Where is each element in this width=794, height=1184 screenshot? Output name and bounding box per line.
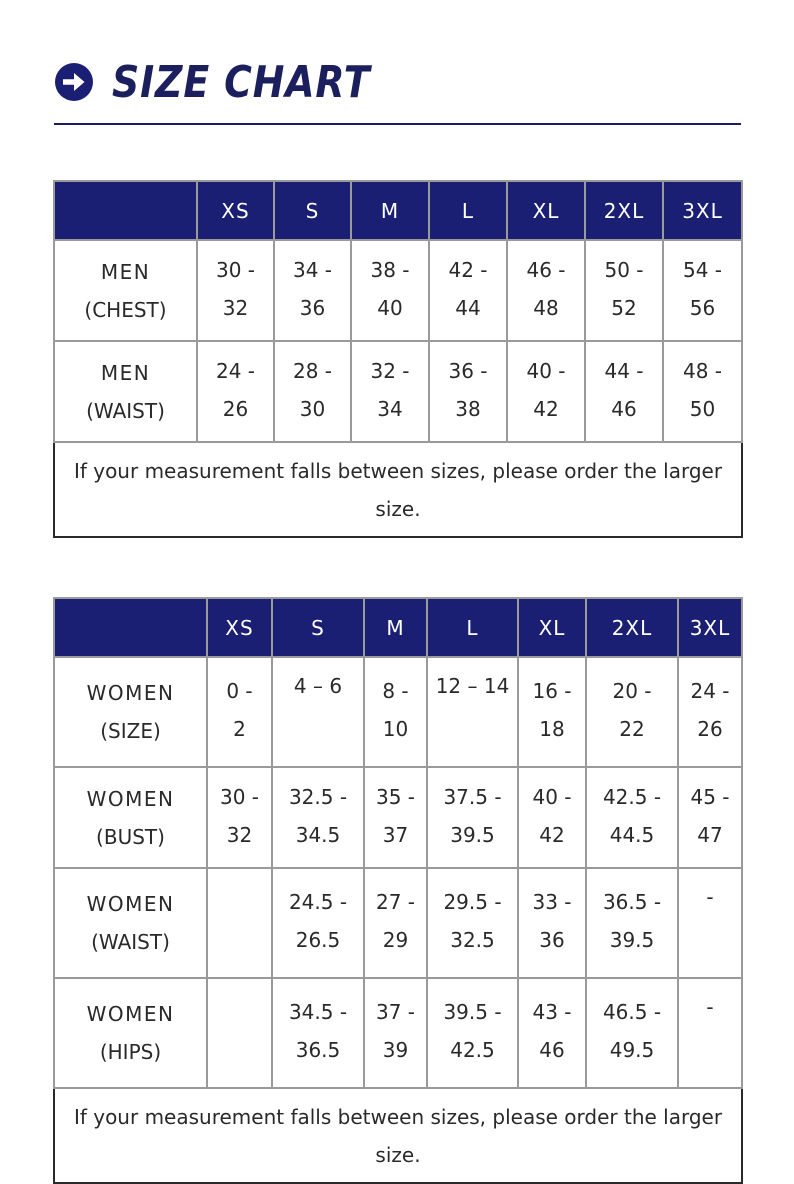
table-cell: [678, 767, 742, 868]
cell-line: 26: [697, 717, 723, 741]
men-header-size: S: [274, 181, 351, 240]
row-label-measure: (WAIST): [86, 398, 165, 423]
women-header-corner: [54, 598, 207, 657]
men-header-size: M: [351, 181, 429, 240]
table-cell: [364, 767, 427, 868]
row-label-group: WOMEN: [86, 1002, 175, 1026]
cell-line: 34: [377, 396, 403, 421]
row-label: [54, 240, 197, 341]
women-size-table: [53, 597, 743, 1184]
cell-line: 42.5: [450, 1038, 495, 1062]
cell-line: 18: [539, 717, 565, 741]
cell-line: 45 -: [690, 784, 730, 809]
table-cell: [678, 868, 742, 978]
table-cell: [427, 657, 518, 767]
cell-line: 46.5 -: [602, 1000, 662, 1024]
cell-line: 30: [299, 396, 326, 421]
table-cell: [207, 868, 272, 978]
cell-line: 42: [539, 822, 565, 847]
size-note: If your measurement falls between sizes, please order the larger size.: [54, 1088, 742, 1183]
cell-line: 8 -: [382, 679, 409, 703]
cell-line: 47: [697, 822, 723, 847]
table-row: [54, 978, 742, 1088]
cell-line: 4 – 6: [293, 674, 343, 698]
women-header-size: XL: [518, 598, 586, 657]
cell-line: 32.5 -: [288, 784, 348, 809]
men-header-size: 3XL: [663, 181, 742, 240]
row-label: [54, 978, 207, 1088]
table-cell: [364, 978, 427, 1088]
cell-line: 42: [533, 396, 559, 421]
cell-line: 44: [455, 295, 481, 320]
table-row: [54, 657, 742, 767]
cell-line: 16 -: [532, 679, 572, 703]
cell-line: 10: [382, 717, 409, 741]
cell-line: 0 -: [226, 679, 253, 703]
cell-line: 46: [611, 396, 637, 421]
page-title: SIZE CHART: [112, 56, 371, 108]
cell-line: 42.5 -: [602, 784, 662, 809]
cell-line: 29: [382, 928, 409, 952]
table-cell: [429, 240, 507, 341]
women-header-size: L: [427, 598, 518, 657]
cell-line: 39.5 -: [443, 1000, 502, 1024]
cell-line: 48 -: [682, 358, 723, 383]
cell-line: 30 -: [215, 257, 256, 282]
cell-line: 42 -: [448, 257, 488, 282]
table-cell: [427, 978, 518, 1088]
cell-line: 24.5 -: [288, 890, 348, 914]
row-label-group: MEN: [100, 259, 151, 284]
table-cell: [507, 240, 585, 341]
men-header-size: XL: [507, 181, 585, 240]
cell-line: 29.5 -: [443, 890, 502, 914]
cell-line: 50: [689, 396, 716, 421]
cell-line: 32: [226, 822, 253, 847]
men-header-row: [54, 181, 742, 240]
cell-line: 26: [222, 396, 249, 421]
table-cell: [586, 978, 678, 1088]
cell-line: 36: [539, 928, 565, 952]
cell-line: 32.5: [450, 928, 495, 952]
cell-line: 52: [611, 295, 637, 320]
row-label-group: WOMEN: [86, 892, 175, 916]
cell-line: 26.5: [295, 928, 341, 952]
table-cell: [507, 341, 585, 442]
table-cell: [427, 868, 518, 978]
women-header-size: XS: [207, 598, 272, 657]
cell-line: 38 -: [370, 257, 410, 282]
table-cell: [274, 341, 351, 442]
row-label: [54, 868, 207, 978]
cell-line: 48: [533, 295, 559, 320]
table-cell: [427, 767, 518, 868]
row-label-measure: (BUST): [96, 824, 165, 849]
cell-line: 37: [382, 822, 409, 847]
cell-line: 44.5: [609, 822, 655, 847]
table-row: [54, 240, 742, 341]
cell-line: 33 -: [532, 890, 572, 914]
table-cell: [351, 341, 429, 442]
cell-line: 40 -: [526, 358, 566, 383]
cell-line: 30 -: [219, 784, 260, 809]
table-cell: [272, 978, 364, 1088]
cell-line: 32 -: [370, 358, 410, 383]
table-cell: [429, 341, 507, 442]
men-header-size: XS: [197, 181, 274, 240]
table-row: [54, 868, 742, 978]
table-cell: [207, 767, 272, 868]
women-header-size: M: [364, 598, 427, 657]
note-row: [54, 442, 742, 537]
cell-line: 34.5 -: [288, 1000, 348, 1024]
row-label: [54, 657, 207, 767]
table-cell: [586, 767, 678, 868]
table-cell: [585, 240, 663, 341]
page-header: [54, 52, 412, 112]
cell-line: -: [706, 885, 714, 909]
row-label: [54, 341, 197, 442]
row-label-group: WOMEN: [86, 681, 175, 705]
women-header-row: [54, 598, 742, 657]
table-row: [54, 341, 742, 442]
table-cell: [272, 767, 364, 868]
arrow-right-circle-icon: [54, 62, 94, 102]
cell-line: 32: [222, 295, 249, 320]
table-cell: [586, 868, 678, 978]
table-cell: [197, 341, 274, 442]
table-cell: [518, 868, 586, 978]
row-label-measure: (HIPS): [99, 1040, 162, 1064]
table-cell: [678, 978, 742, 1088]
table-cell: [518, 767, 586, 868]
row-label: [54, 767, 207, 868]
cell-line: 24 -: [690, 679, 730, 703]
cell-line: 12 – 14: [435, 674, 510, 698]
cell-line: 34.5: [295, 822, 341, 847]
cell-line: 36.5 -: [602, 890, 662, 914]
table-row: [54, 767, 742, 868]
cell-line: 49.5: [609, 1038, 655, 1062]
men-header-size: 2XL: [585, 181, 663, 240]
table-cell: [274, 240, 351, 341]
table-cell: [585, 341, 663, 442]
table-cell: [351, 240, 429, 341]
table-cell: [364, 868, 427, 978]
table-cell: [197, 240, 274, 341]
cell-line: 37 -: [375, 1000, 416, 1024]
table-cell: [272, 657, 364, 767]
row-label-measure: (CHEST): [84, 297, 167, 322]
table-cell: [207, 657, 272, 767]
table-cell: [586, 657, 678, 767]
cell-line: 36.5: [295, 1038, 341, 1062]
cell-line: 43 -: [532, 1000, 572, 1024]
cell-line: 39: [382, 1038, 409, 1062]
table-cell: [518, 657, 586, 767]
row-label-measure: (WAIST): [91, 930, 170, 954]
cell-line: 46: [539, 1038, 565, 1062]
cell-line: 2: [233, 717, 246, 741]
cell-line: 46 -: [526, 257, 566, 282]
cell-line: 56: [689, 295, 716, 320]
cell-line: 37.5 -: [443, 784, 502, 809]
size-note: If your measurement falls between sizes, please order the larger size.: [54, 442, 742, 537]
men-size-table: [53, 180, 743, 538]
cell-line: 22: [619, 717, 645, 741]
cell-line: 39.5: [609, 928, 655, 952]
men-header-corner: [54, 181, 197, 240]
row-label-measure: (SIZE): [100, 719, 161, 743]
cell-line: 28 -: [292, 358, 333, 383]
men-header-size: L: [429, 181, 507, 240]
table-cell: [272, 868, 364, 978]
cell-line: 36 -: [448, 358, 488, 383]
women-header-size: 3XL: [678, 598, 742, 657]
women-header-size: S: [272, 598, 364, 657]
header-divider: [54, 123, 741, 125]
table-cell: [663, 341, 742, 442]
cell-line: 24 -: [215, 358, 256, 383]
cell-line: 40: [377, 295, 403, 320]
cell-line: 27 -: [375, 890, 416, 914]
table-cell: [678, 657, 742, 767]
cell-line: -: [706, 995, 714, 1019]
cell-line: 39.5: [450, 822, 495, 847]
cell-line: 54 -: [682, 257, 723, 282]
cell-line: 35 -: [375, 784, 416, 809]
cell-line: 20 -: [612, 679, 652, 703]
cell-line: 44 -: [604, 358, 644, 383]
table-cell: [364, 657, 427, 767]
cell-line: 38: [455, 396, 481, 421]
cell-line: 36: [299, 295, 326, 320]
cell-line: 50 -: [604, 257, 644, 282]
table-cell: [207, 978, 272, 1088]
women-header-size: 2XL: [586, 598, 678, 657]
note-row: [54, 1088, 742, 1183]
cell-line: 40 -: [532, 784, 572, 809]
cell-line: 34 -: [292, 257, 333, 282]
row-label-group: WOMEN: [86, 786, 175, 811]
table-cell: [663, 240, 742, 341]
table-cell: [518, 978, 586, 1088]
row-label-group: MEN: [100, 360, 151, 385]
